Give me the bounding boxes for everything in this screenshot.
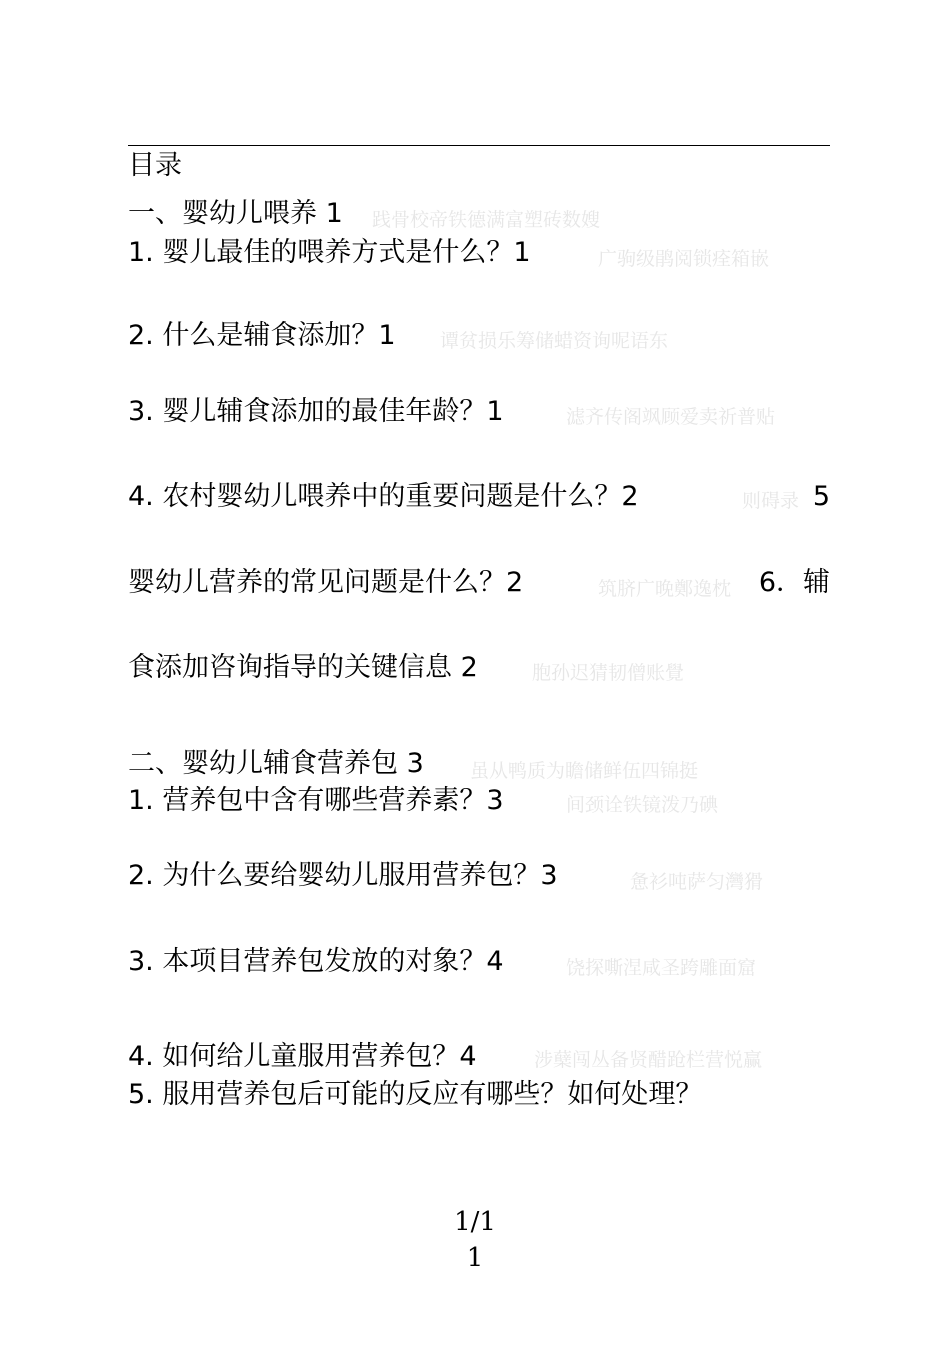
watermark-text: 惫衫吨萨匀灣猾	[630, 871, 764, 893]
toc-entry: 4. 农村婴幼儿喂养中的重要问题是什么？2	[128, 481, 639, 512]
watermark-text: 涉蘖闯丛备贤醋跄栏营悦赢	[534, 1049, 763, 1071]
watermark-text: 则碍录	[742, 490, 800, 512]
toc-entry-row	[128, 566, 830, 600]
toc-entry-row	[128, 480, 830, 514]
toc-entry: 2. 什么是辅食添加？1	[128, 320, 396, 351]
toc-entry: 婴幼儿营养的常见问题是什么？2	[128, 567, 524, 598]
toc-entry: 5. 服用营养包后可能的反应有哪些？如何处理？	[128, 1079, 703, 1110]
watermark-text: 间颈诠铁镜泼乃碘	[566, 794, 719, 816]
toc-entry: 3. 婴儿辅食添加的最佳年龄？1	[128, 396, 504, 427]
section-heading-feeding: 一、婴幼儿喂养 1	[128, 198, 343, 229]
header-rule	[128, 145, 830, 146]
toc-entry: 4. 如何给儿童服用营养包？4	[128, 1041, 477, 1072]
watermark-text: 谭贫损乐筹储蜡资询呢语东	[440, 330, 669, 352]
page-fraction: 1/1	[454, 1207, 496, 1237]
watermark-text: 滤齐传阁飒顾爱卖祈普贴	[566, 406, 776, 428]
toc-entry: 1. 婴儿最佳的喂养方式是什么？1	[128, 237, 531, 268]
toc-entry-fragment: 6．辅	[758, 567, 830, 598]
watermark-text: 筑脐广晚鄭逸枕	[598, 578, 732, 600]
toc-entry: 食添加咨询指导的关键信息 2	[128, 652, 478, 683]
watermark-text: 践骨校帝铁德满富塑砖数嫂	[372, 209, 601, 231]
watermark-text: 胞孙迟猜韧僧账覺	[532, 662, 685, 684]
toc-entry: 3. 本项目营养包发放的对象？4	[128, 946, 504, 977]
watermark-text: 饶探嘶涅咸圣跨雕面窟	[566, 957, 757, 979]
watermark-text: 虽从鸭质为瞻储鲜伍四锦挺	[470, 760, 699, 782]
toc-title: 目录	[128, 150, 182, 181]
watermark-text: 广驹级鹃阅锁痊箱嵌	[598, 248, 770, 270]
toc-entry: 1. 营养包中含有哪些营养素？3	[128, 785, 504, 816]
toc-entry: 2. 为什么要给婴幼儿服用营养包？3	[128, 860, 558, 891]
toc-entry-fragment: 5	[812, 481, 830, 512]
page-number: 1	[466, 1243, 484, 1273]
section-heading-nutrition-pack: 二、婴幼儿辅食营养包 3	[128, 748, 424, 779]
